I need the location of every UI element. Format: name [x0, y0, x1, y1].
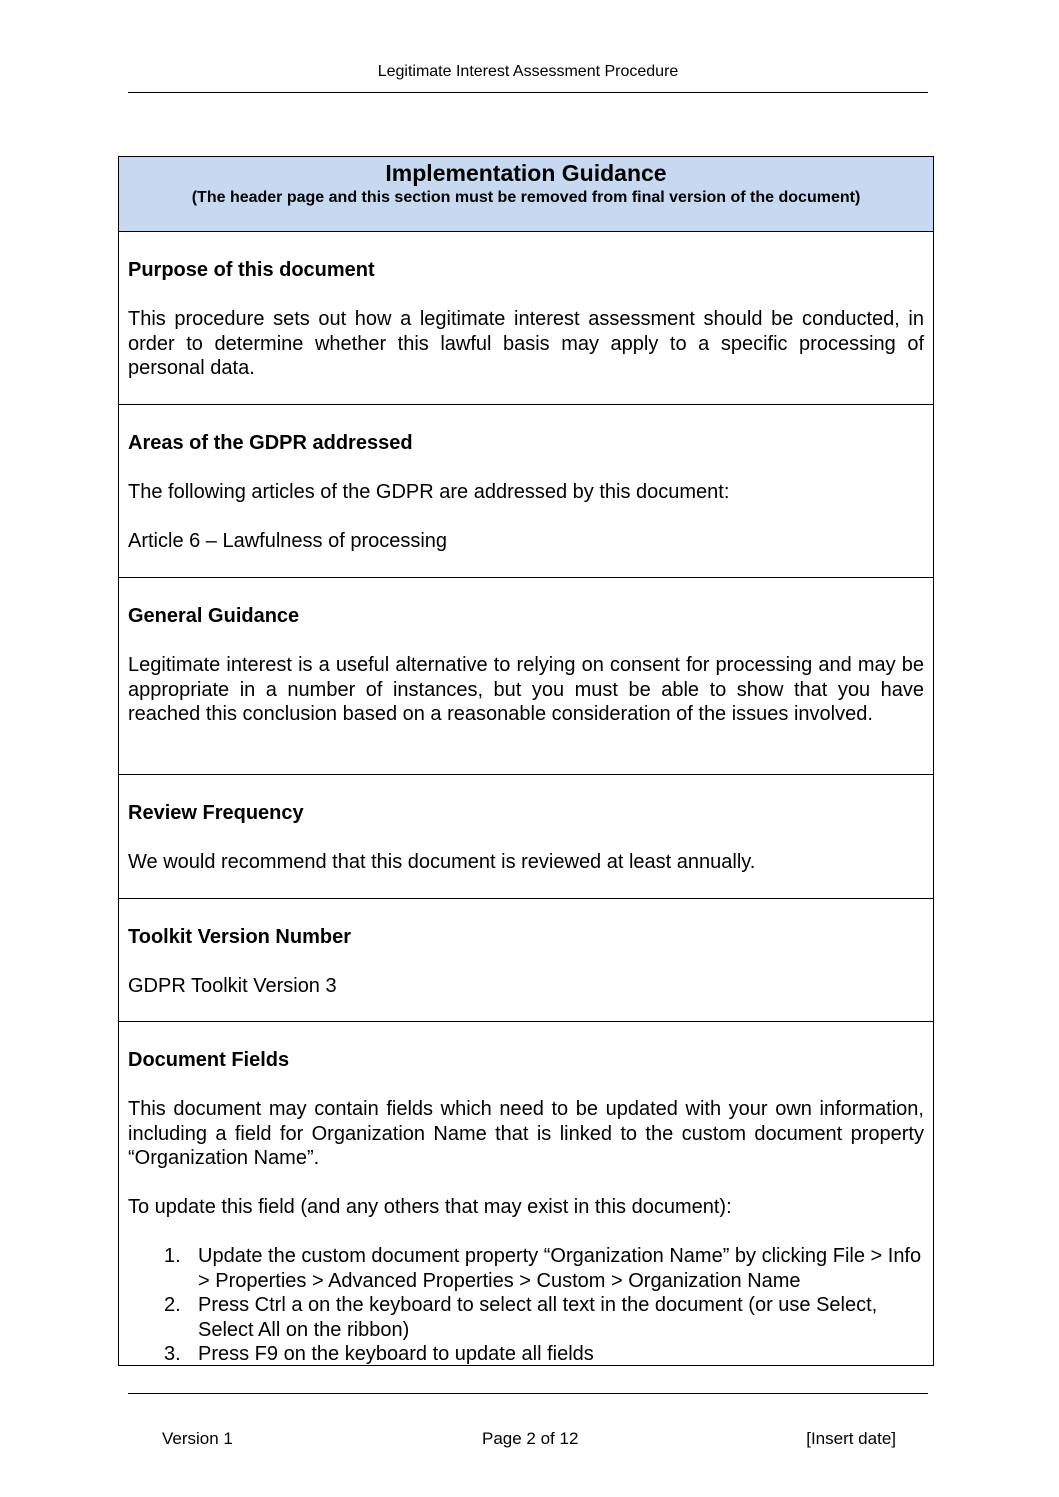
section-title: Toolkit Version Number: [128, 926, 351, 948]
page-header: Legitimate Interest Assessment Procedure: [377, 63, 679, 80]
footer-rule: [128, 1393, 928, 1394]
section-title: Document Fields: [128, 1049, 290, 1071]
section-paragraph: The following articles of the GDPR are addressed by this document:: [128, 481, 730, 503]
guidance-header: [119, 157, 933, 232]
list-item: [128, 1342, 924, 1367]
section-general-guidance: [119, 578, 933, 775]
footer-date: [Insert date]: [806, 1429, 896, 1448]
section-paragraph: This document may contain fields which need to be updated with your own information, including a field for Organization Name that is linked to the custom document property “Organization Name”.: [128, 1098, 924, 1169]
section-paragraph: This procedure sets out how a legitimate interest assessment should be conducted, in order to determine whether this lawful basis may apply to a specific processing of personal data.: [128, 308, 924, 379]
step-number: 2.: [164, 1294, 181, 1316]
section-document-fields: [119, 1022, 933, 1365]
header-rule: [128, 92, 928, 93]
step-text: Press Ctrl a on the keyboard to select all text in the document (or use Select, Select All on the ribbon): [198, 1294, 878, 1341]
section-paragraph: We would recommend that this document is reviewed at least annually.: [128, 851, 756, 873]
section-toolkit-version: [119, 899, 933, 1022]
implementation-guidance-table: [118, 156, 934, 1366]
section-title: Purpose of this document: [128, 259, 375, 281]
guidance-subtitle: (The header page and this section must be removed from final version of the document): [191, 189, 861, 206]
list-item: [128, 1293, 924, 1342]
section-paragraph: To update this field (and any others that may exist in this document):: [128, 1196, 732, 1218]
section-paragraph: GDPR Toolkit Version 3: [128, 975, 337, 997]
section-paragraph: Legitimate interest is a useful alternative to relying on consent for processing and may be appropriate in a number of instances, but you must be able to show that you have reached this conclusion based on a reasonable consideration of the issues involved.: [128, 654, 924, 725]
footer-page-number: Page 2 of 12: [482, 1429, 579, 1448]
list-item: [128, 1244, 924, 1293]
step-number: 1.: [164, 1245, 181, 1267]
step-text: Press F9 on the keyboard to update all fields: [198, 1343, 594, 1365]
section-title: General Guidance: [128, 605, 300, 627]
step-text: Update the custom document property “Organization Name” by clicking File > Info > Properties > Advanced Properties > Custom > Organization Name: [198, 1245, 922, 1292]
section-purpose: [119, 232, 933, 405]
section-review-frequency: [119, 775, 933, 899]
guidance-title: Implementation Guidance: [385, 160, 667, 186]
update-steps-list: [128, 1244, 924, 1367]
section-title: Review Frequency: [128, 802, 304, 824]
step-number: 3.: [164, 1343, 181, 1365]
section-paragraph: Article 6 – Lawfulness of processing: [128, 530, 448, 552]
section-gdpr-areas: [119, 405, 933, 578]
section-title: Areas of the GDPR addressed: [128, 432, 413, 454]
footer-version: Version 1: [162, 1429, 233, 1448]
